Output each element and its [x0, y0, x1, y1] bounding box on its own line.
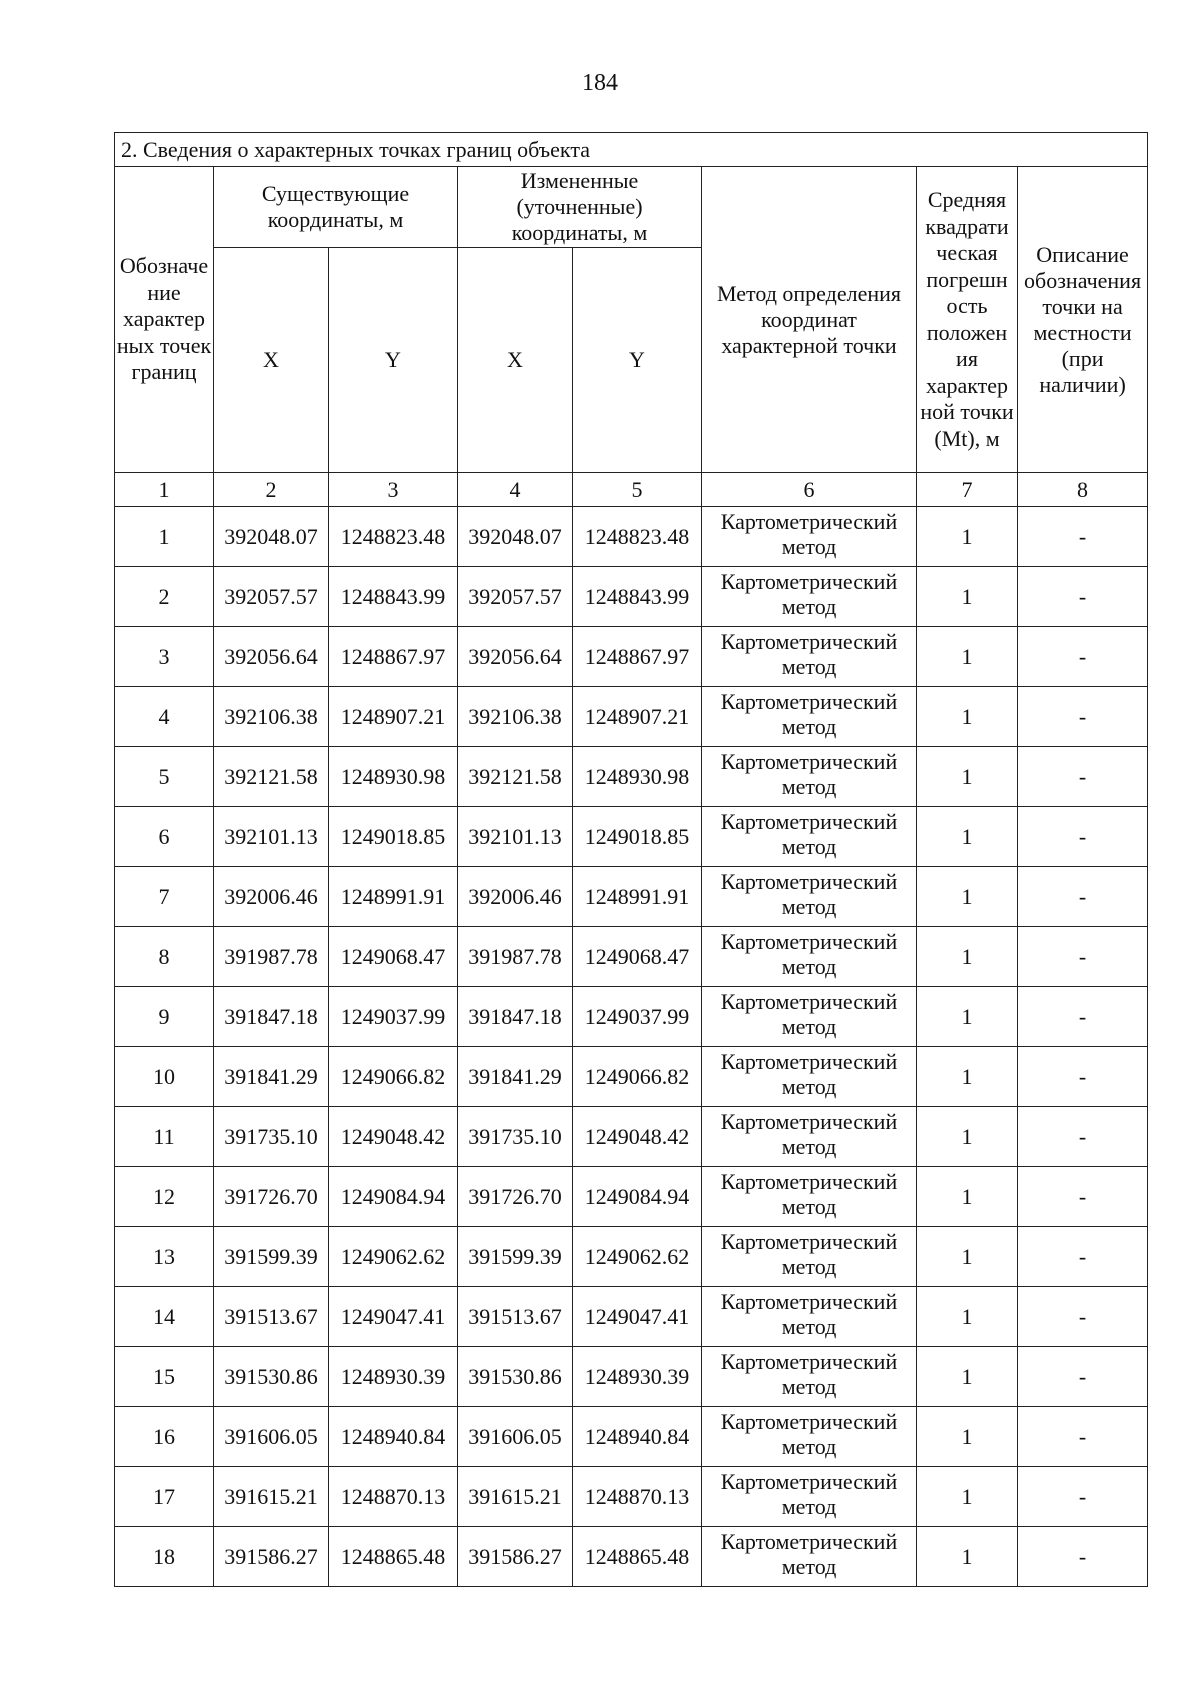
point-number-cell: 14: [115, 1287, 214, 1347]
table-row: [115, 1527, 1148, 1587]
y-changed-cell: 1249062.62: [573, 1227, 702, 1287]
table-row: [115, 1467, 1148, 1527]
mean-error-cell: 1: [917, 1047, 1018, 1107]
point-number-cell: 18: [115, 1527, 214, 1587]
y-existing-cell: 1248865.48: [329, 1527, 458, 1587]
column-number: 3: [329, 473, 458, 507]
y-existing-cell: 1248930.98: [329, 747, 458, 807]
point-number-cell: 13: [115, 1227, 214, 1287]
mean-error-cell: 1: [917, 1347, 1018, 1407]
method-cell: Картометрический метод: [702, 1467, 917, 1527]
boundary-points-table: [114, 132, 1148, 1587]
method-cell: Картометрический метод: [702, 987, 917, 1047]
column-number: 1: [115, 473, 214, 507]
column-number: 2: [214, 473, 329, 507]
header-method: Метод определения координат характерной точки: [702, 167, 917, 473]
y-existing-cell: 1249068.47: [329, 927, 458, 987]
mean-error-cell: 1: [917, 807, 1018, 867]
x-changed-cell: 392106.38: [458, 687, 573, 747]
header-point-designation: Обозначе ние характер ных точек границ: [115, 167, 214, 473]
y-changed-cell: 1248870.13: [573, 1467, 702, 1527]
description-cell: -: [1018, 1047, 1148, 1107]
point-number-cell: 17: [115, 1467, 214, 1527]
description-cell: -: [1018, 927, 1148, 987]
method-cell: Картометрический метод: [702, 687, 917, 747]
point-number-cell: 9: [115, 987, 214, 1047]
y-changed-cell: 1249018.85: [573, 807, 702, 867]
description-cell: -: [1018, 1527, 1148, 1587]
description-cell: -: [1018, 987, 1148, 1047]
y-changed-cell: 1249068.47: [573, 927, 702, 987]
y-changed-cell: 1248867.97: [573, 627, 702, 687]
y-existing-cell: 1249048.42: [329, 1107, 458, 1167]
x-existing-cell: 392106.38: [214, 687, 329, 747]
x-changed-cell: 392101.13: [458, 807, 573, 867]
y-existing-cell: 1249018.85: [329, 807, 458, 867]
description-cell: -: [1018, 867, 1148, 927]
mean-error-cell: 1: [917, 867, 1018, 927]
x-changed-cell: 391606.05: [458, 1407, 573, 1467]
x-changed-cell: 391530.86: [458, 1347, 573, 1407]
method-cell: Картометрический метод: [702, 867, 917, 927]
point-number-cell: 12: [115, 1167, 214, 1227]
mean-error-cell: 1: [917, 687, 1018, 747]
mean-error-cell: 1: [917, 507, 1018, 567]
mean-error-cell: 1: [917, 567, 1018, 627]
point-number-cell: 8: [115, 927, 214, 987]
mean-error-cell: 1: [917, 1527, 1018, 1587]
point-number-cell: 6: [115, 807, 214, 867]
point-number-cell: 1: [115, 507, 214, 567]
y-changed-cell: 1248907.21: [573, 687, 702, 747]
method-cell: Картометрический метод: [702, 627, 917, 687]
y-changed-cell: 1249047.41: [573, 1287, 702, 1347]
header-changed-coords: Измененные (уточненные) координаты, м: [458, 167, 702, 248]
y-changed-cell: 1249084.94: [573, 1167, 702, 1227]
x-changed-cell: 391599.39: [458, 1227, 573, 1287]
method-cell: Картометрический метод: [702, 1527, 917, 1587]
method-cell: Картометрический метод: [702, 567, 917, 627]
x-changed-cell: 391841.29: [458, 1047, 573, 1107]
point-number-cell: 7: [115, 867, 214, 927]
column-number: 8: [1018, 473, 1148, 507]
table-row: [115, 1407, 1148, 1467]
x-existing-cell: 392006.46: [214, 867, 329, 927]
description-cell: -: [1018, 507, 1148, 567]
x-existing-cell: 391586.27: [214, 1527, 329, 1587]
y-changed-cell: 1248991.91: [573, 867, 702, 927]
table-row: [115, 867, 1148, 927]
description-cell: -: [1018, 567, 1148, 627]
x-changed-cell: 391586.27: [458, 1527, 573, 1587]
header-row-1: [115, 167, 1148, 248]
description-cell: -: [1018, 1347, 1148, 1407]
method-cell: Картометрический метод: [702, 1227, 917, 1287]
x-changed-cell: 391847.18: [458, 987, 573, 1047]
column-number: 6: [702, 473, 917, 507]
section-title-row: [115, 133, 1148, 167]
mean-error-cell: 1: [917, 1467, 1018, 1527]
x-existing-cell: 391599.39: [214, 1227, 329, 1287]
point-number-cell: 15: [115, 1347, 214, 1407]
mean-error-cell: 1: [917, 1227, 1018, 1287]
header-mean-error: Средняя квадрати ческая погрешн ость положен ия характер ной точки (Mt), м: [917, 167, 1018, 473]
x-existing-cell: 391615.21: [214, 1467, 329, 1527]
method-cell: Картометрический метод: [702, 807, 917, 867]
point-number-cell: 4: [115, 687, 214, 747]
table-row: [115, 1227, 1148, 1287]
method-cell: Картометрический метод: [702, 1047, 917, 1107]
table-row: [115, 567, 1148, 627]
table-row: [115, 507, 1148, 567]
mean-error-cell: 1: [917, 1287, 1018, 1347]
description-cell: -: [1018, 1167, 1148, 1227]
y-existing-cell: 1248823.48: [329, 507, 458, 567]
x-changed-cell: 392057.57: [458, 567, 573, 627]
mean-error-cell: 1: [917, 627, 1018, 687]
description-cell: -: [1018, 1107, 1148, 1167]
y-changed-cell: 1248930.39: [573, 1347, 702, 1407]
y-existing-cell: 1248870.13: [329, 1467, 458, 1527]
mean-error-cell: 1: [917, 987, 1018, 1047]
header-y-changed: Y: [573, 248, 702, 473]
column-number: 4: [458, 473, 573, 507]
header-description: Описание обозначения точки на местности (при наличии): [1018, 167, 1148, 473]
y-existing-cell: 1248843.99: [329, 567, 458, 627]
x-existing-cell: 391847.18: [214, 987, 329, 1047]
y-changed-cell: 1248823.48: [573, 507, 702, 567]
y-changed-cell: 1248843.99: [573, 567, 702, 627]
mean-error-cell: 1: [917, 747, 1018, 807]
point-number-cell: 5: [115, 747, 214, 807]
header-x-existing: X: [214, 248, 329, 473]
point-number-cell: 16: [115, 1407, 214, 1467]
description-cell: -: [1018, 747, 1148, 807]
column-number: 5: [573, 473, 702, 507]
mean-error-cell: 1: [917, 1407, 1018, 1467]
mean-error-cell: 1: [917, 1107, 1018, 1167]
x-existing-cell: 392121.58: [214, 747, 329, 807]
description-cell: -: [1018, 1467, 1148, 1527]
section-title: 2. Сведения о характерных точках границ объекта: [115, 133, 1148, 167]
y-changed-cell: 1249048.42: [573, 1107, 702, 1167]
y-existing-cell: 1249066.82: [329, 1047, 458, 1107]
y-existing-cell: 1249047.41: [329, 1287, 458, 1347]
method-cell: Картометрический метод: [702, 507, 917, 567]
description-cell: -: [1018, 1287, 1148, 1347]
description-cell: -: [1018, 627, 1148, 687]
y-existing-cell: 1248940.84: [329, 1407, 458, 1467]
mean-error-cell: 1: [917, 1167, 1018, 1227]
y-changed-cell: 1248940.84: [573, 1407, 702, 1467]
method-cell: Картометрический метод: [702, 1107, 917, 1167]
header-x-changed: X: [458, 248, 573, 473]
y-changed-cell: 1248865.48: [573, 1527, 702, 1587]
y-existing-cell: 1248930.39: [329, 1347, 458, 1407]
y-existing-cell: 1248867.97: [329, 627, 458, 687]
header-existing-coords: Существующие координаты, м: [214, 167, 458, 248]
method-cell: Картометрический метод: [702, 1287, 917, 1347]
x-existing-cell: 392048.07: [214, 507, 329, 567]
x-changed-cell: 392056.64: [458, 627, 573, 687]
method-cell: Картометрический метод: [702, 1347, 917, 1407]
table-row: [115, 1287, 1148, 1347]
x-existing-cell: 391841.29: [214, 1047, 329, 1107]
x-existing-cell: 391606.05: [214, 1407, 329, 1467]
description-cell: -: [1018, 1227, 1148, 1287]
table-row: [115, 1347, 1148, 1407]
x-existing-cell: 391735.10: [214, 1107, 329, 1167]
y-changed-cell: 1248930.98: [573, 747, 702, 807]
table-row: [115, 627, 1148, 687]
x-existing-cell: 391726.70: [214, 1167, 329, 1227]
y-changed-cell: 1249066.82: [573, 1047, 702, 1107]
table-row: [115, 747, 1148, 807]
x-changed-cell: 391513.67: [458, 1287, 573, 1347]
header-y-existing: Y: [329, 248, 458, 473]
description-cell: -: [1018, 1407, 1148, 1467]
table-row: [115, 807, 1148, 867]
method-cell: Картометрический метод: [702, 1407, 917, 1467]
x-existing-cell: 392101.13: [214, 807, 329, 867]
method-cell: Картометрический метод: [702, 927, 917, 987]
page-number: 184: [582, 70, 618, 96]
x-changed-cell: 391615.21: [458, 1467, 573, 1527]
x-existing-cell: 391530.86: [214, 1347, 329, 1407]
point-number-cell: 2: [115, 567, 214, 627]
x-existing-cell: 391987.78: [214, 927, 329, 987]
mean-error-cell: 1: [917, 927, 1018, 987]
table-row: [115, 927, 1148, 987]
y-changed-cell: 1249037.99: [573, 987, 702, 1047]
y-existing-cell: 1249062.62: [329, 1227, 458, 1287]
table-row: [115, 1047, 1148, 1107]
y-existing-cell: 1249084.94: [329, 1167, 458, 1227]
column-numbers-row: [115, 473, 1148, 507]
table-row: [115, 987, 1148, 1047]
table-row: [115, 687, 1148, 747]
column-number: 7: [917, 473, 1018, 507]
point-number-cell: 10: [115, 1047, 214, 1107]
x-changed-cell: 392048.07: [458, 507, 573, 567]
x-existing-cell: 392057.57: [214, 567, 329, 627]
y-existing-cell: 1248907.21: [329, 687, 458, 747]
description-cell: -: [1018, 807, 1148, 867]
table-row: [115, 1107, 1148, 1167]
x-changed-cell: 391726.70: [458, 1167, 573, 1227]
point-number-cell: 11: [115, 1107, 214, 1167]
x-changed-cell: 391735.10: [458, 1107, 573, 1167]
x-changed-cell: 392006.46: [458, 867, 573, 927]
x-changed-cell: 391987.78: [458, 927, 573, 987]
table-row: [115, 1167, 1148, 1227]
x-existing-cell: 391513.67: [214, 1287, 329, 1347]
y-existing-cell: 1249037.99: [329, 987, 458, 1047]
point-number-cell: 3: [115, 627, 214, 687]
method-cell: Картометрический метод: [702, 1167, 917, 1227]
x-existing-cell: 392056.64: [214, 627, 329, 687]
description-cell: -: [1018, 687, 1148, 747]
y-existing-cell: 1248991.91: [329, 867, 458, 927]
method-cell: Картометрический метод: [702, 747, 917, 807]
x-changed-cell: 392121.58: [458, 747, 573, 807]
